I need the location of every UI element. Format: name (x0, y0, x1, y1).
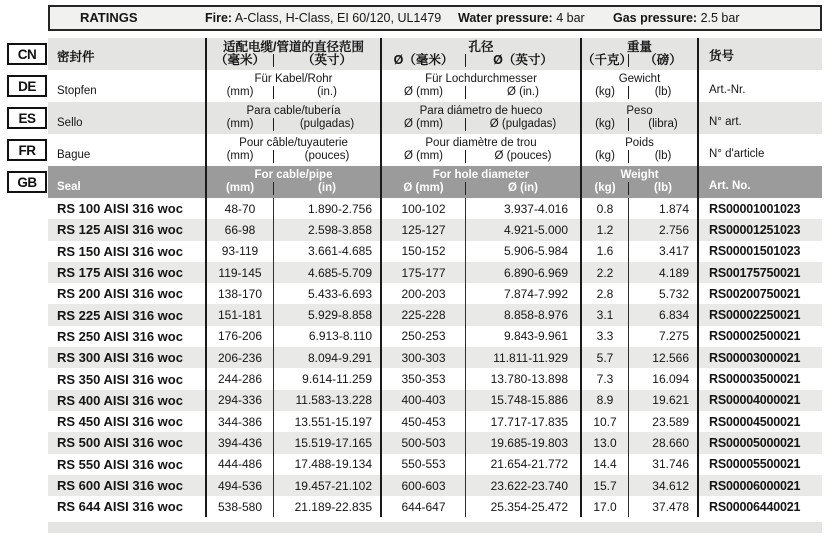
seal-name-cell: RS 125 AISI 316 woc (57, 222, 183, 238)
seal-name-cell: RS 225 AISI 316 woc (57, 307, 183, 323)
table-row (48, 432, 822, 453)
water-pressure-value: 4 bar (556, 11, 585, 25)
seal-name-cell: RS 150 AISI 316 woc (57, 243, 183, 259)
hole-mm-cell: 300-303 (380, 347, 465, 368)
weight-kg-cell: 7.3 (580, 368, 628, 389)
hole-diameter-group-label: For hole diameter (432, 169, 530, 181)
hole-in-unit-label: Ø (pulgadas) (465, 118, 580, 131)
weight-lb-cell: 5.732 (628, 283, 697, 304)
seal-column-header: Seal (57, 181, 81, 193)
header-language-row (17, 38, 822, 70)
cable-in-unit-label: （英寸） (273, 54, 380, 67)
hole-mm-unit-label: Ø (mm) (404, 86, 443, 98)
header-language-row (18, 70, 822, 102)
cable-mm-cell: 93-119 (205, 241, 273, 262)
weight-column-group (580, 166, 697, 198)
hole-in-cell: 4.921-5.000 (465, 219, 580, 240)
cable-mm-cell: 444-486 (205, 454, 273, 475)
cable-in-cell: 1.890-2.756 (273, 198, 380, 219)
cable-pipe-group-label: Pour câble/tuyauterie (239, 137, 348, 149)
weight-lb-cell: 37.478 (628, 496, 697, 517)
hole-in-cell: 3.937-4.016 (465, 198, 580, 219)
art-no-column-header: Art. No. (697, 166, 822, 198)
hole-in-unit-label: Ø (pouces) (465, 150, 580, 163)
weight-lb-cell: 2.756 (628, 219, 697, 240)
water-pressure-rating (458, 7, 585, 29)
table-row (48, 283, 822, 304)
seal-name-cell: RS 400 AISI 316 woc (57, 392, 183, 408)
weight-lb-cell: 28.660 (628, 432, 697, 453)
language-badge: GB (7, 171, 47, 193)
art-no-cell: RS00001251023 (697, 219, 822, 240)
weight-lb-cell: 3.417 (628, 241, 697, 262)
cable-mm-cell: 138-170 (205, 283, 273, 304)
cable-mm-unit-label: (mm) (226, 150, 254, 162)
seal-name-cell: RS 100 AISI 316 woc (57, 201, 183, 217)
hole-mm-cell: 500-503 (380, 432, 465, 453)
cable-pipe-column-group (205, 70, 380, 102)
art-no-cell: RS00003000021 (697, 347, 822, 368)
seal-name-cell: RS 175 AISI 316 woc (57, 265, 183, 281)
cable-in-cell: 4.685-5.709 (273, 262, 380, 283)
cable-pipe-group-label: Für Kabel/Rohr (254, 73, 333, 85)
art-no-cell: RS00005500021 (697, 454, 822, 475)
cable-in-cell: 17.488-19.134 (273, 454, 380, 475)
hole-mm-cell: 550-553 (380, 454, 465, 475)
cable-in-unit-label: (in) (273, 182, 380, 195)
weight-lb-cell: 19.621 (628, 390, 697, 411)
table-row (48, 304, 822, 325)
cable-mm-cell: 294-336 (205, 390, 273, 411)
hole-diameter-column-group (380, 166, 580, 198)
cable-in-cell: 5.433-6.693 (273, 283, 380, 304)
cable-mm-unit-label: （毫米） (214, 53, 265, 67)
weight-group-label: Weight (620, 169, 659, 181)
water-pressure-label: Water pressure: (458, 11, 553, 25)
art-no-cell: RS00175750021 (697, 262, 822, 283)
art-no-cell: RS00200750021 (697, 283, 822, 304)
cable-mm-cell: 48-70 (205, 198, 273, 219)
weight-lb-unit-label: (libra) (628, 118, 697, 131)
table-row (48, 198, 822, 219)
cable-in-cell: 15.519-17.165 (273, 432, 380, 453)
art-no-cell: RS00006000021 (697, 475, 822, 496)
weight-column-group (580, 70, 697, 102)
cable-pipe-column-group (205, 38, 380, 70)
hole-mm-cell: 350-353 (380, 368, 465, 389)
table-row (48, 411, 822, 432)
hole-in-cell: 17.717-17.835 (465, 411, 580, 432)
weight-kg-unit-label: （千克） (582, 53, 633, 67)
table-body (48, 198, 822, 517)
art-no-column-header: 货号 (697, 38, 822, 70)
weight-lb-cell: 12.566 (628, 347, 697, 368)
weight-kg-cell: 5.7 (580, 347, 628, 368)
weight-group-label: Peso (626, 105, 653, 117)
table-row (48, 219, 822, 240)
art-no-cell: RS00002500021 (697, 326, 822, 347)
cable-in-cell: 5.929-8.858 (273, 304, 380, 325)
hole-in-unit-label: Ø（英寸） (465, 54, 580, 67)
weight-lb-cell: 1.874 (628, 198, 697, 219)
table-row (48, 475, 822, 496)
cable-mm-cell: 244-286 (205, 368, 273, 389)
hole-in-cell: 11.811-11.929 (465, 347, 580, 368)
seal-name-cell: RS 250 AISI 316 woc (57, 328, 183, 344)
hole-mm-unit-label: Ø（毫米） (393, 53, 454, 67)
weight-lb-cell: 6.834 (628, 304, 697, 325)
cable-pipe-group-label: 适配电缆/管道的直径范围 (223, 40, 364, 54)
art-no-cell: RS00001001023 (697, 198, 822, 219)
weight-lb-unit-label: (lb) (628, 182, 697, 195)
fire-label: Fire: (205, 11, 233, 25)
weight-lb-cell: 7.275 (628, 326, 697, 347)
hole-diameter-column-group (380, 70, 580, 102)
seal-name-cell: RS 300 AISI 316 woc (57, 350, 183, 366)
weight-kg-unit-label: (kg) (595, 118, 615, 130)
weight-group-label: 重量 (626, 40, 652, 54)
hole-mm-unit-label: Ø (mm) (403, 182, 444, 194)
hole-mm-cell: 600-603 (380, 475, 465, 496)
hole-diameter-group-label: Para diámetro de hueco (419, 105, 543, 117)
header-language-row (18, 134, 822, 166)
cable-pipe-group-label: For cable/pipe (254, 169, 333, 181)
hole-mm-cell: 400-403 (380, 390, 465, 411)
hole-in-cell: 9.843-9.961 (465, 326, 580, 347)
table-row (48, 262, 822, 283)
gas-pressure-rating (613, 7, 739, 29)
seal-column-header: Stopfen (57, 85, 97, 97)
weight-lb-cell: 34.612 (628, 475, 697, 496)
seal-column-header: Bague (57, 149, 91, 161)
cable-in-unit-label: (pulgadas) (273, 118, 380, 131)
weight-kg-cell: 3.3 (580, 326, 628, 347)
weight-column-group (580, 134, 697, 166)
language-badge: DE (7, 75, 47, 97)
weight-group-label: Gewicht (618, 73, 661, 85)
table-row (48, 326, 822, 347)
hole-diameter-column-group (380, 38, 580, 70)
seal-column-header: Sello (57, 117, 83, 129)
weight-group-label: Poids (625, 137, 654, 149)
hole-diameter-column-group (380, 102, 580, 134)
cable-in-unit-label: (in.) (273, 86, 380, 99)
weight-kg-cell: 1.2 (580, 219, 628, 240)
weight-kg-unit-label: (kg) (595, 150, 615, 162)
seal-name-cell: RS 450 AISI 316 woc (57, 414, 183, 430)
cable-mm-cell: 206-236 (205, 347, 273, 368)
table-row (48, 390, 822, 411)
weight-kg-cell: 2.8 (580, 283, 628, 304)
weight-kg-cell: 8.9 (580, 390, 628, 411)
weight-lb-cell: 31.746 (628, 454, 697, 475)
hole-mm-cell: 225-228 (380, 304, 465, 325)
art-no-cell: RS00005000021 (697, 432, 822, 453)
weight-kg-cell: 0.8 (580, 198, 628, 219)
header-language-row (18, 102, 822, 134)
cable-pipe-column-group (205, 102, 380, 134)
hole-in-cell: 7.874-7.992 (465, 283, 580, 304)
language-badge: FR (7, 139, 47, 161)
weight-kg-cell: 2.2 (580, 262, 628, 283)
weight-kg-cell: 14.4 (580, 454, 628, 475)
weight-column-group (580, 38, 697, 70)
weight-kg-cell: 15.7 (580, 475, 628, 496)
header-language-row (17, 166, 822, 198)
cable-mm-cell: 176-206 (205, 326, 273, 347)
hole-in-cell: 15.748-15.886 (465, 390, 580, 411)
seal-name-cell: RS 350 AISI 316 woc (57, 371, 183, 387)
hole-diameter-group-label: Für Lochdurchmesser (425, 73, 537, 85)
art-no-cell: RS00002250021 (697, 304, 822, 325)
cable-in-cell: 6.913-8.110 (273, 326, 380, 347)
cable-mm-cell: 344-386 (205, 411, 273, 432)
cable-in-cell: 8.094-9.291 (273, 347, 380, 368)
hole-in-cell: 5.906-5.984 (465, 241, 580, 262)
weight-kg-cell: 17.0 (580, 496, 628, 517)
art-no-cell: RS00006440021 (697, 496, 822, 517)
art-no-cell: RS00001501023 (697, 241, 822, 262)
hole-mm-unit-label: Ø (mm) (404, 118, 443, 130)
cable-pipe-group-label: Para cable/tubería (246, 105, 341, 117)
hole-in-cell: 13.780-13.898 (465, 368, 580, 389)
seal-name-cell: RS 600 AISI 316 woc (57, 478, 183, 493)
weight-lb-unit-label: (lb) (628, 150, 697, 163)
cable-in-cell: 19.457-21.102 (273, 475, 380, 496)
cable-mm-cell: 119-145 (205, 262, 273, 283)
weight-lb-unit-label: (lb) (628, 86, 697, 99)
cable-mm-unit-label: (mm) (226, 118, 254, 130)
weight-kg-cell: 3.1 (580, 304, 628, 325)
hole-diameter-group-label: 孔径 (468, 40, 494, 54)
gas-pressure-value: 2.5 bar (700, 11, 740, 25)
table-row (48, 368, 822, 389)
weight-lb-unit-label: （磅） (628, 54, 697, 67)
weight-kg-unit-label: (kg) (594, 182, 616, 194)
gas-pressure-label: Gas pressure: (613, 11, 698, 25)
hole-mm-cell: 125-127 (380, 219, 465, 240)
table-header-languages (17, 38, 822, 198)
hole-diameter-group-label: Pour diamètre de trou (425, 137, 537, 149)
cable-mm-cell: 494-536 (205, 475, 273, 496)
hole-mm-cell: 175-177 (380, 262, 465, 283)
cable-in-unit-label: (pouces) (273, 150, 380, 163)
hole-mm-unit-label: Ø (mm) (404, 150, 443, 162)
hole-in-unit-label: Ø (in) (465, 182, 580, 195)
weight-lb-cell: 23.589 (628, 411, 697, 432)
cable-in-cell: 21.189-22.835 (273, 496, 380, 517)
fire-rating (205, 7, 441, 29)
hole-in-cell: 21.654-21.772 (465, 454, 580, 475)
language-badge: CN (7, 43, 47, 65)
language-badge: ES (7, 107, 47, 129)
cable-in-cell: 13.551-15.197 (273, 411, 380, 432)
hole-in-cell: 25.354-25.472 (465, 496, 580, 517)
cable-mm-unit-label: (mm) (226, 86, 254, 98)
art-no-cell: RS00004500021 (697, 411, 822, 432)
weight-kg-cell: 13.0 (580, 432, 628, 453)
hole-mm-cell: 450-453 (380, 411, 465, 432)
art-no-cell: RS00004000021 (697, 390, 822, 411)
cable-mm-cell: 538-580 (205, 496, 273, 517)
art-no-column-header: N° d'article (697, 134, 822, 166)
ratings-title: RATINGS (80, 10, 138, 25)
seal-name-cell: RS 200 AISI 316 woc (57, 286, 183, 302)
hole-in-cell: 23.622-23.740 (465, 475, 580, 496)
cable-mm-cell: 66-98 (205, 219, 273, 240)
seal-name-cell: RS 550 AISI 316 woc (57, 456, 183, 472)
cable-pipe-column-group (205, 166, 380, 198)
hole-mm-cell: 100-102 (380, 198, 465, 219)
hole-mm-cell: 150-152 (380, 241, 465, 262)
hole-mm-cell: 250-253 (380, 326, 465, 347)
weight-column-group (580, 102, 697, 134)
weight-kg-unit-label: (kg) (595, 86, 615, 98)
seal-spec-table (17, 38, 822, 533)
cable-in-cell: 3.661-4.685 (273, 241, 380, 262)
hole-in-cell: 8.858-8.976 (465, 304, 580, 325)
seal-name-cell: RS 644 AISI 316 woc (57, 499, 183, 515)
table-row (48, 454, 822, 475)
hole-diameter-column-group (380, 134, 580, 166)
seal-name-cell: RS 500 AISI 316 woc (57, 435, 183, 451)
weight-kg-cell: 10.7 (580, 411, 628, 432)
hole-in-cell: 6.890-6.969 (465, 262, 580, 283)
hole-mm-cell: 200-203 (380, 283, 465, 304)
cable-in-cell: 11.583-13.228 (273, 390, 380, 411)
table-row (48, 241, 822, 262)
weight-lb-cell: 4.189 (628, 262, 697, 283)
hole-in-unit-label: Ø (in.) (465, 86, 580, 99)
fire-value: A-Class, H-Class, EI 60/120, UL1479 (234, 11, 442, 25)
cable-mm-unit-label: (mm) (225, 182, 255, 194)
table-row (48, 496, 822, 517)
cable-in-cell: 2.598-3.858 (273, 219, 380, 240)
cable-mm-cell: 151-181 (205, 304, 273, 325)
hole-in-cell: 19.685-19.803 (465, 432, 580, 453)
seal-column-header: 密封件 (57, 50, 95, 64)
bottom-strip (48, 522, 822, 533)
hole-mm-cell: 644-647 (380, 496, 465, 517)
weight-lb-cell: 16.094 (628, 368, 697, 389)
ratings-bar (48, 5, 822, 31)
art-no-column-header: N° art. (697, 102, 822, 134)
art-no-column-header: Art.-Nr. (697, 70, 822, 102)
cable-mm-cell: 394-436 (205, 432, 273, 453)
table-row (48, 347, 822, 368)
art-no-cell: RS00003500021 (697, 368, 822, 389)
cable-in-cell: 9.614-11.259 (273, 368, 380, 389)
cable-pipe-column-group (205, 134, 380, 166)
weight-kg-cell: 1.6 (580, 241, 628, 262)
